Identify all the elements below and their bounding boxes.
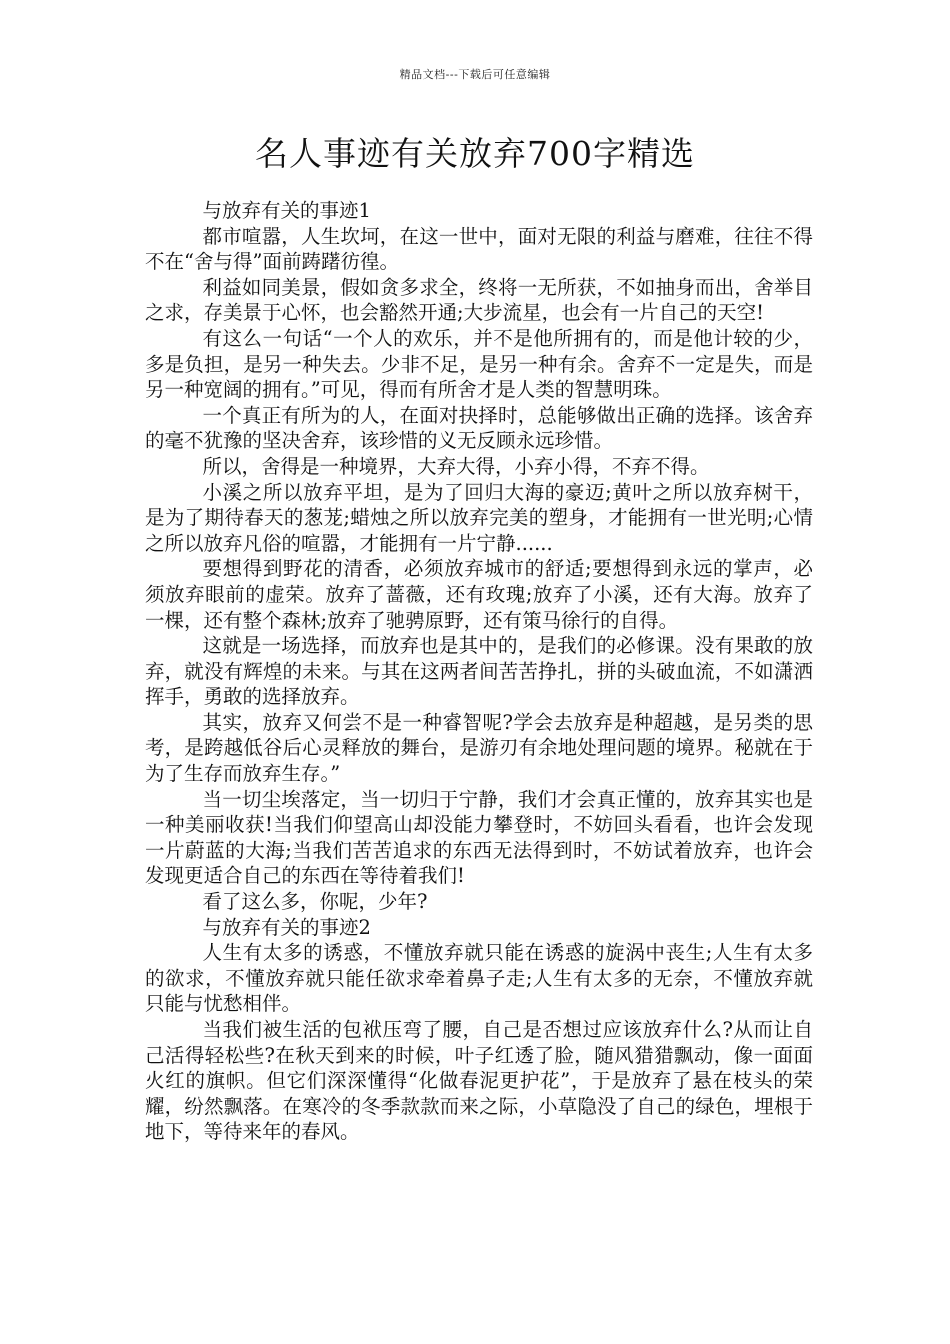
paragraph: 所以，舍得是一种境界，大弃大得，小弃小得，不弃不得。 xyxy=(202,454,710,478)
paragraph: 都市喧嚣，人生坎坷，在这一世中，面对无限的利益与磨难，往往不得不在“舍与得”面前踌躇彷徨。 xyxy=(145,224,813,274)
section-heading-1: 与放弃有关的事迹1 xyxy=(202,199,371,222)
page-header: 精品文档---下载后可任意编辑 xyxy=(399,68,551,81)
paragraph: 要想得到野花的清香，必须放弃城市的舒适;要想得到永远的掌声，必须放弃眼前的虚荣。放弃了蔷薇，还有玫瑰;放弃了小溪，还有大海。放弃了一棵，还有整个森林;放弃了驰骋原野，还有策马徐行的自得。 xyxy=(145,557,813,632)
paragraph: 其实，放弃又何尝不是一种睿智呢?学会去放弃是种超越，是另类的思考，是跨越低谷后心灵释放的舞台，是游刃有余地处理问题的境界。秘就在于为了生存而放弃生存。” xyxy=(145,710,813,786)
document-title: 名人事迹有关放弃700字精选 xyxy=(255,134,695,173)
section-heading-2: 与放弃有关的事迹2 xyxy=(202,915,371,939)
document-body xyxy=(145,198,813,1145)
paragraph: 看了这么多，你呢，少年? xyxy=(202,890,428,914)
paragraph: 当我们被生活的包袱压弯了腰，自己是否想过应该放弃什么?从而让自己活得轻松些?在秋天到来的时候，叶子红透了脸，随风猎猎飘动，像一面面火红的旗帜。但它们深深懂得“化做春泥更护花”，于是放弃了悬在枝头的荣耀，纷然飘落。在寒冷的冬季款款而来之际，小草隐没了自己的绿色，埋根于地下，等待来年的春风。 xyxy=(145,1018,813,1144)
paragraph: 小溪之所以放弃平坦，是为了回归大海的豪迈;黄叶之所以放弃树干，是为了期待春天的葱茏;蜡烛之所以放弃完美的塑身，才能拥有一世光明;心情之所以放弃凡俗的喧嚣，才能拥有一片宁静...... xyxy=(145,480,813,555)
paragraph: 人生有太多的诱惑，不懂放弃就只能在诱惑的旋涡中丧生;人生有太多的欲求，不懂放弃就只能任欲求牵着鼻子走;人生有太多的无奈，不懂放弃就只能与忧愁相伴。 xyxy=(145,941,813,1016)
paragraph: 有这么一句话“一个人的欢乐，并不是他所拥有的，而是他计较的少，多是负担，是另一种失去。少非不足，是另一种有余。舍弃不一定是失，而是另一种宽阔的拥有。”可见，得而有所舍才是人类的智慧明珠。 xyxy=(145,326,813,402)
paragraph: 利益如同美景，假如贪多求全，终将一无所获，不如抽身而出，舍举目之求，存美景于心怀，也会豁然开通;大步流星，也会有一片自己的天空! xyxy=(145,275,813,325)
paragraph: 一个真正有所为的人，在面对抉择时，总能够做出正确的选择。该舍弃的毫不犹豫的坚决舍弃，该珍惜的义无反顾永远珍惜。 xyxy=(145,403,813,453)
paragraph: 当一切尘埃落定，当一切归于宁静，我们才会真正懂的，放弃其实也是一种美丽收获!当我们仰望高山却没能力攀登时，不妨回头看看，也许会发现一片蔚蓝的大海;当我们苦苦追求的东西无法得到时，不妨试着放弃，也许会发现更适合自己的东西在等待着我们! xyxy=(145,787,813,888)
paragraph: 这就是一场选择，而放弃也是其中的，是我们的必修课。没有果敢的放弃，就没有辉煌的未来。与其在这两者间苦苦挣扎，拼的头破血流，不如潇洒挥手，勇敢的选择放弃。 xyxy=(145,634,813,709)
